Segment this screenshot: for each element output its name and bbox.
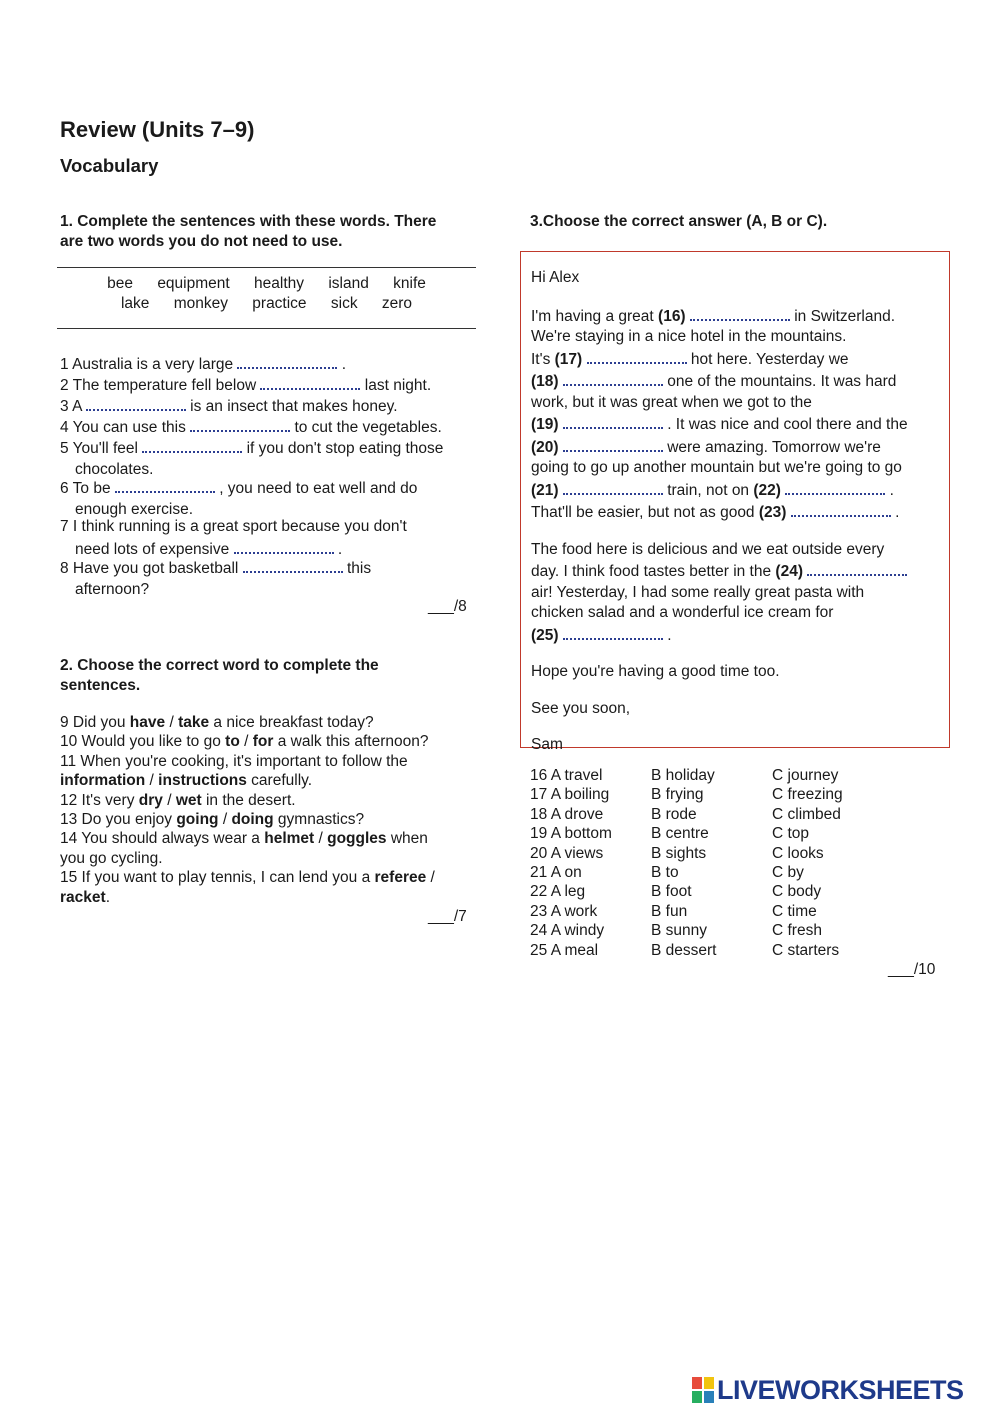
answer-gap-21[interactable] bbox=[563, 479, 663, 495]
answer-gap-19[interactable] bbox=[563, 413, 663, 429]
option-a[interactable]: 17 A boiling bbox=[530, 786, 610, 804]
choice-option[interactable]: information bbox=[60, 772, 146, 790]
option-b[interactable]: B frying bbox=[651, 786, 704, 804]
question-14: 14 You should always wear a helmet / goggles when you go cycling. bbox=[60, 830, 428, 867]
option-a[interactable]: 16 A travel bbox=[530, 767, 603, 784]
option-row bbox=[530, 767, 843, 786]
question-6: 6 To be , you need to eat well and do enough exercise. bbox=[60, 477, 480, 520]
option-row bbox=[530, 883, 843, 902]
choice-option[interactable]: goggles bbox=[327, 830, 387, 848]
question-8: 8 Have you got basketball this afternoon? bbox=[60, 557, 480, 600]
section3-score: ___/10 bbox=[888, 961, 936, 978]
word-option: sick bbox=[330, 295, 358, 312]
option-a[interactable]: 23 A work bbox=[530, 902, 598, 920]
option-b[interactable]: B rode bbox=[651, 805, 697, 823]
option-row bbox=[530, 864, 843, 883]
option-row bbox=[530, 825, 843, 844]
choice-option[interactable]: instructions bbox=[158, 772, 247, 790]
word-option: equipment bbox=[157, 275, 230, 292]
option-b[interactable]: B centre bbox=[651, 825, 709, 843]
word-box-row-1 bbox=[57, 275, 476, 293]
word-box bbox=[57, 267, 476, 329]
option-a[interactable]: 21 A on bbox=[530, 863, 582, 881]
letter-greeting: Hi Alex bbox=[531, 269, 580, 286]
answer-gap-17[interactable] bbox=[587, 348, 687, 364]
choice-option[interactable]: have bbox=[129, 714, 166, 731]
answer-gap-3[interactable] bbox=[86, 395, 186, 411]
answer-gap-5[interactable] bbox=[142, 437, 242, 453]
option-c[interactable]: C body bbox=[772, 883, 822, 901]
option-a[interactable]: 19 A bottom bbox=[530, 825, 612, 843]
question-2: 2 The temperature fell below last night. bbox=[60, 374, 480, 397]
choice-option[interactable]: doing bbox=[231, 811, 274, 829]
choice-option[interactable]: to bbox=[225, 733, 240, 751]
letter-paragraph-1: I'm having a great (16) in Switzerland. We're staying in a nice hotel in the mountains. It's (17) hot here. Yesterday we (18) one of the mountains. It was hard work, but it was great when we got to the (19) . It was nice and cool there and the (20) were amazing. Tomorrow we're going to go up another mountain but we're going to go (21) train, not on (22) . That'll be easier, but not as good (23) . bbox=[531, 305, 941, 524]
option-c[interactable]: C time bbox=[772, 902, 817, 920]
question-1: 1 Australia is a very large . bbox=[60, 353, 480, 376]
choice-option[interactable]: racket bbox=[60, 888, 106, 906]
choice-option[interactable]: wet bbox=[175, 791, 202, 809]
page-title: Review (Units 7–9) bbox=[60, 117, 255, 142]
answer-gap-8[interactable] bbox=[243, 557, 343, 573]
answer-gap-6[interactable] bbox=[115, 477, 215, 493]
letter-closing: See you soon, bbox=[531, 699, 631, 717]
letter-box bbox=[520, 251, 950, 753]
section2-instruction: 2. Choose the correct word to complete the sentences. bbox=[60, 657, 379, 694]
option-row bbox=[530, 922, 843, 941]
option-b[interactable]: B to bbox=[651, 863, 679, 881]
choice-option[interactable]: helmet bbox=[264, 830, 315, 848]
option-row bbox=[530, 845, 843, 864]
answer-gap-22[interactable] bbox=[785, 479, 885, 495]
option-b[interactable]: B sights bbox=[651, 844, 707, 862]
word-option: island bbox=[328, 275, 369, 292]
answer-gap-18[interactable] bbox=[563, 370, 663, 386]
word-box-row-2 bbox=[57, 295, 476, 313]
option-c[interactable]: C climbed bbox=[772, 805, 841, 823]
question-3: 3 A is an insect that makes honey. bbox=[60, 395, 480, 418]
letter-signature: Sam bbox=[531, 736, 563, 753]
answer-options-table bbox=[530, 767, 843, 961]
answer-gap-16[interactable] bbox=[690, 305, 790, 321]
option-a[interactable]: 25 A meal bbox=[530, 941, 599, 959]
answer-gap-20[interactable] bbox=[563, 436, 663, 452]
logo-text: LIVEWORKSHEETS bbox=[717, 1374, 964, 1405]
answer-gap-25[interactable] bbox=[563, 624, 663, 640]
section3-instruction: 3.Choose the correct answer (A, B or C). bbox=[530, 213, 828, 230]
page-subtitle: Vocabulary bbox=[60, 155, 159, 176]
question-5: 5 You'll feel if you don't stop eating those chocolates. bbox=[60, 437, 480, 480]
word-option: knife bbox=[393, 275, 426, 292]
option-b[interactable]: B sunny bbox=[651, 922, 708, 940]
word-option: practice bbox=[252, 295, 307, 312]
option-row bbox=[530, 903, 843, 922]
answer-gap-1[interactable] bbox=[237, 353, 337, 369]
question-15: 15 If you want to play tennis, I can lend you a referee / racket. bbox=[60, 869, 435, 906]
option-c[interactable]: C top bbox=[772, 825, 810, 843]
question-7: 7 I think running is a great sport because you don't need lots of expensive . bbox=[60, 518, 407, 558]
question-12: 12 It's very dry / wet in the desert. bbox=[60, 791, 296, 809]
choice-option[interactable]: referee bbox=[374, 869, 427, 887]
option-c[interactable]: C starters bbox=[772, 941, 840, 959]
option-a[interactable]: 22 A leg bbox=[530, 883, 586, 901]
section1-score: ___/8 bbox=[428, 598, 467, 615]
option-b[interactable]: B holiday bbox=[651, 767, 715, 784]
section1-instruction: 1. Complete the sentences with these words. There are two words you do not need to use. bbox=[60, 213, 437, 250]
option-row bbox=[530, 806, 843, 825]
word-option: zero bbox=[381, 295, 413, 312]
option-c[interactable]: C by bbox=[772, 863, 804, 881]
option-row bbox=[530, 942, 843, 961]
section2-score: ___/7 bbox=[428, 908, 467, 925]
answer-gap-4[interactable] bbox=[190, 416, 290, 432]
option-a[interactable]: 20 A views bbox=[530, 844, 604, 862]
letter-text bbox=[531, 268, 941, 772]
word-option: bee bbox=[107, 275, 133, 292]
option-c[interactable]: C looks bbox=[772, 844, 824, 862]
word-option: lake bbox=[120, 295, 150, 312]
question-11: 11 When you're cooking, it's important to follow the information / instructions carefully. bbox=[60, 752, 408, 790]
answer-gap-24[interactable] bbox=[807, 560, 907, 576]
option-c[interactable]: C freezing bbox=[772, 786, 843, 804]
choice-option[interactable]: dry bbox=[138, 791, 163, 809]
option-b[interactable]: B fun bbox=[651, 902, 688, 920]
option-b[interactable]: B foot bbox=[651, 883, 692, 901]
section2-items bbox=[60, 713, 480, 907]
answer-gap-23[interactable] bbox=[791, 501, 891, 517]
liveworksheets-logo-icon bbox=[692, 1377, 714, 1403]
choice-option[interactable]: for bbox=[252, 733, 274, 751]
word-option: monkey bbox=[173, 295, 228, 312]
question-13: 13 Do you enjoy going / doing gymnastics? bbox=[60, 811, 365, 829]
answer-gap-2[interactable] bbox=[260, 374, 360, 390]
question-4: 4 You can use this to cut the vegetables. bbox=[60, 416, 480, 439]
option-b[interactable]: B dessert bbox=[651, 941, 717, 959]
letter-paragraph-3: Hope you're having a good time too. bbox=[531, 663, 780, 680]
choice-option[interactable]: take bbox=[178, 714, 210, 731]
letter-paragraph-2: The food here is delicious and we eat outside every day. I think food tastes better in the (24) air! Yesterday, I had some really great pasta with chicken salad and a wonderful ice cream for (25) . bbox=[531, 540, 941, 647]
option-c[interactable]: C fresh bbox=[772, 922, 822, 940]
liveworksheets-logo bbox=[692, 1374, 964, 1406]
word-option: healthy bbox=[254, 275, 304, 292]
answer-gap-7[interactable] bbox=[234, 538, 334, 554]
choice-option[interactable]: going bbox=[176, 811, 219, 829]
option-a[interactable]: 18 A drove bbox=[530, 805, 604, 823]
option-a[interactable]: 24 A windy bbox=[530, 922, 605, 940]
option-c[interactable]: C journey bbox=[772, 767, 839, 784]
question-9: 9 Did you have / take a nice breakfast today? bbox=[60, 714, 374, 731]
question-10: 10 Would you like to go to / for a walk this afternoon? bbox=[60, 733, 429, 751]
option-row bbox=[530, 786, 843, 805]
